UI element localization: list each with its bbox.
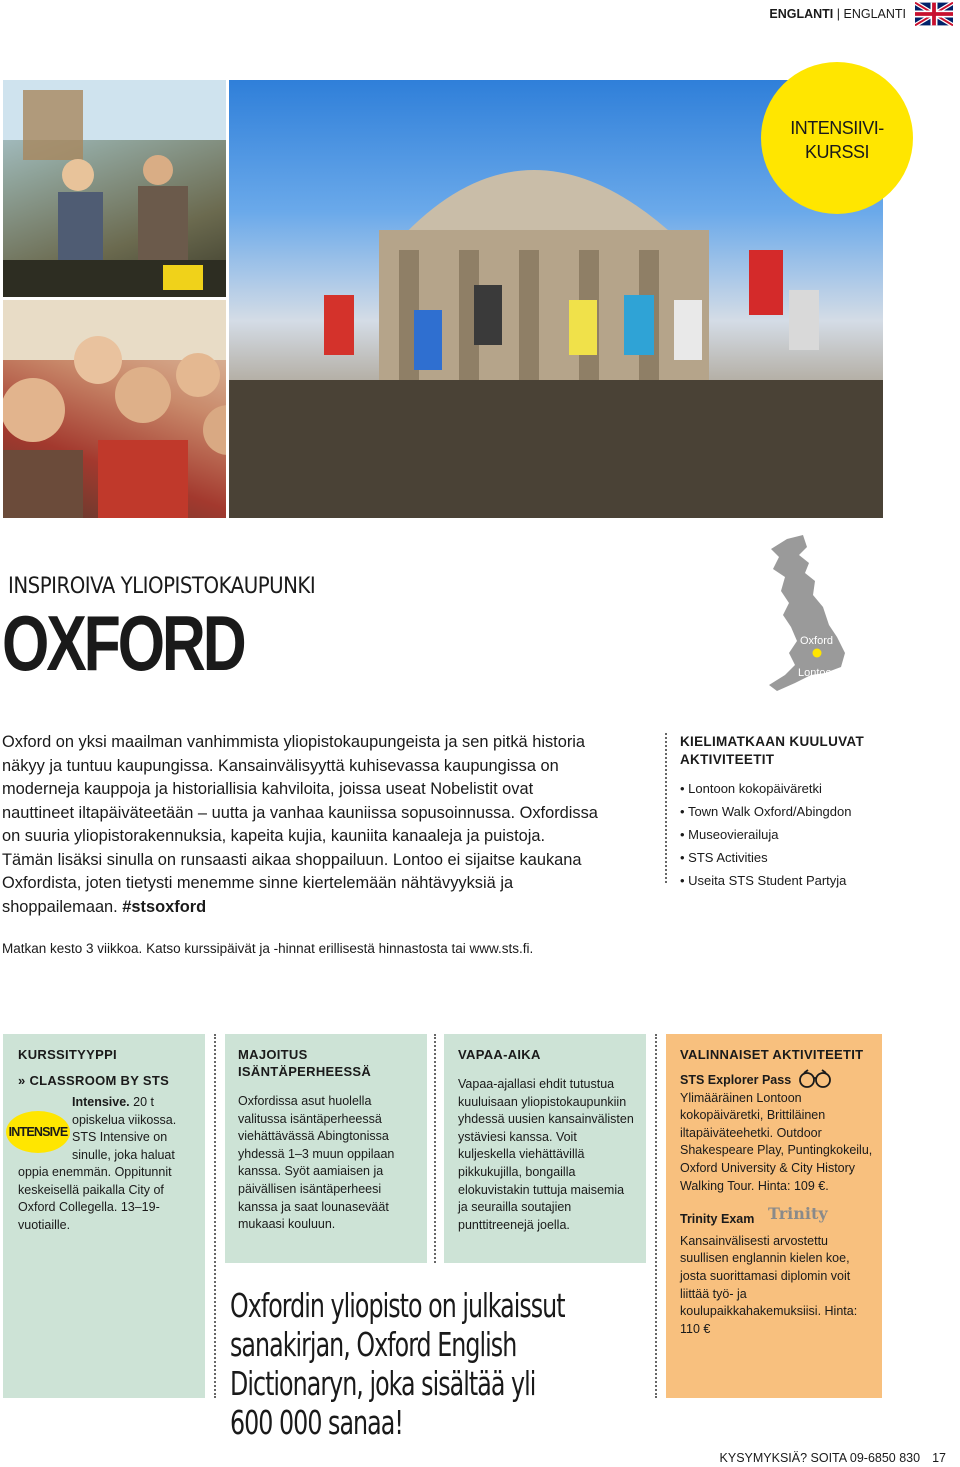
photo-punting-students bbox=[3, 80, 226, 297]
accommodation-heading: MAJOITUS ISÄNTÄPERHEESSÄ bbox=[238, 1047, 372, 1079]
intro-text: Oxford on yksi maailman vanhimmista yliopistokaupungeista ja sen pitkä historia näkyy ja tuntuu kaupungissa. Kansainvälisyyttä kuhisevassa kaupungissa on moderneja kauppoja ja historiallisia kahviloita, joissa useat Nobelistit ovat nauttineet iltapäiväteetään – uutta ja vanhaa kauniissa sopusoinnussa. Oxfordissa on suuria yliopistorakennuksia, kapeita kujia, kauniita kanaaleja ja puistoja. Tämän lisäksi sinulla on runsaasti aikaa shoppailuun. Lontoo ei sijaitse kaukana Oxfordista, joten tietysti menemme sinne kiertelemään nähtävyyksiä ja shoppailemaan. bbox=[2, 733, 598, 916]
trinity-text: Kansainvälisesti arvostettu suullisen englannin kielen koe, josta suorittamasi diplomin voit liittää työ- ja koulupaikkahakemuksiisi. Hinta: 110 € bbox=[680, 1233, 858, 1336]
language-bold: ENGLANTI bbox=[769, 7, 834, 21]
explorer-text: Ylimääräinen Lontoon kokopäiväretki, Brittiläinen iltapäiväteehetki. Outdoor Shakespeare Play, Puntingkokeilu, Oxford University & City History Walking Tour. Hinta: 109 €. bbox=[680, 1090, 873, 1193]
optional-activities-box bbox=[666, 1034, 882, 1398]
intensive-course-badge bbox=[761, 62, 913, 214]
column-divider bbox=[655, 1034, 657, 1398]
intro-hashtag: #stsoxford bbox=[122, 897, 207, 916]
activity-item: • Town Walk Oxford/Abingdon bbox=[680, 800, 851, 823]
language-plain: ENGLANTI bbox=[843, 7, 906, 21]
intensive-tag: INTENSIVE bbox=[6, 1111, 70, 1153]
course-line-1: 20 t bbox=[133, 1095, 155, 1109]
trinity-title: Trinity Exam bbox=[680, 1212, 755, 1227]
page-title: OXFORD bbox=[2, 599, 244, 687]
intro-paragraph bbox=[2, 731, 598, 919]
footer-contact: KYSYMYKSIÄ? SOITA 09-6850 830 bbox=[719, 1451, 921, 1465]
freetime-text: Vapaa-ajallasi ehdit tutustua kuuluisaan yliopistokaupunkiin yhdessä uusien kansainvälisten ystäviesi kanssa. Voit kuljeskella viehättävillä pikkukujilla, bongailla elokuvistakin tuttuja maisemia ja seurailla soutajien punttitreenejä joella. bbox=[458, 1077, 634, 1232]
activities-list bbox=[680, 777, 851, 892]
activity-item: • STS Activities bbox=[680, 846, 851, 869]
accommodation-text: Oxfordissa asut huolella valitussa isäntäperheessä viehättävässä Abingtonissa yhdessä 1–3 muun oppilaan kanssa. Syöt aamiaisen ja päivällisen isäntäperheesi kanssa ja saat lounaseväät mukaasi kouluun. bbox=[238, 1094, 395, 1232]
page-kicker: INSPIROIVA YLIOPISTOKAUPUNKI bbox=[8, 574, 316, 599]
column-divider bbox=[434, 1034, 436, 1263]
map-label-oxford: Oxford bbox=[800, 635, 834, 647]
course-rest: oppia enemmän. Oppitunnit keskeisellä paikalla City of Oxford Collegella. 13–19-vuotiaille. bbox=[18, 1165, 172, 1232]
language-label bbox=[769, 7, 906, 21]
map-label-london: Lontoo bbox=[798, 667, 832, 679]
uk-flag-icon bbox=[915, 2, 953, 26]
trip-duration: Matkan kesto 3 viikkoa. Katso kurssipäivät ja -hinnat erillisestä hinnastosta tai www.sts.fi. bbox=[2, 941, 534, 956]
freetime-box bbox=[444, 1034, 646, 1263]
accommodation-box bbox=[225, 1034, 427, 1263]
intensive-bold: Intensive. bbox=[72, 1095, 130, 1109]
course-type-box bbox=[3, 1034, 205, 1398]
course-heading: KURSSITYYPPI bbox=[18, 1047, 117, 1062]
page-number: 17 bbox=[932, 1451, 946, 1465]
activity-item: • Lontoon kokopäiväretki bbox=[680, 777, 851, 800]
badge-line-1: INTENSIIVI- bbox=[790, 118, 884, 138]
activities-title: KIELIMATKAAN KUULUVAT AKTIVITEETIT bbox=[680, 734, 865, 767]
language-separator: | bbox=[836, 7, 840, 21]
column-divider bbox=[214, 1034, 216, 1398]
activities-divider bbox=[665, 733, 667, 883]
explorer-title: STS Explorer Pass bbox=[680, 1073, 792, 1087]
course-line-3: STS Intensive on bbox=[72, 1130, 168, 1145]
uk-map-icon bbox=[755, 533, 855, 695]
activity-item: • Museovierailuja bbox=[680, 823, 851, 846]
oxford-dictionary-quote: Oxfordin yliopisto on julkaissut sanakirjan, Oxford English Dictionaryn, joka sisältää yli 600 000 sanaa! bbox=[230, 1286, 565, 1442]
photo-selfie-students bbox=[3, 300, 226, 518]
course-line-2: opiskelua viikossa. bbox=[72, 1112, 177, 1127]
course-line-4: sinulle, joka haluat bbox=[72, 1147, 175, 1162]
binoculars-icon bbox=[798, 1069, 832, 1089]
badge-line-2: KURSSI bbox=[804, 142, 870, 162]
page-footer bbox=[720, 1451, 946, 1465]
activity-item: • Useita STS Student Partyja bbox=[680, 869, 851, 892]
course-subheading: » CLASSROOM BY STS bbox=[18, 1073, 170, 1088]
optional-heading: VALINNAISET AKTIVITEETIT bbox=[680, 1047, 864, 1062]
freetime-heading: VAPAA-AIKA bbox=[458, 1047, 541, 1062]
trinity-logo: Trinity bbox=[768, 1204, 828, 1224]
